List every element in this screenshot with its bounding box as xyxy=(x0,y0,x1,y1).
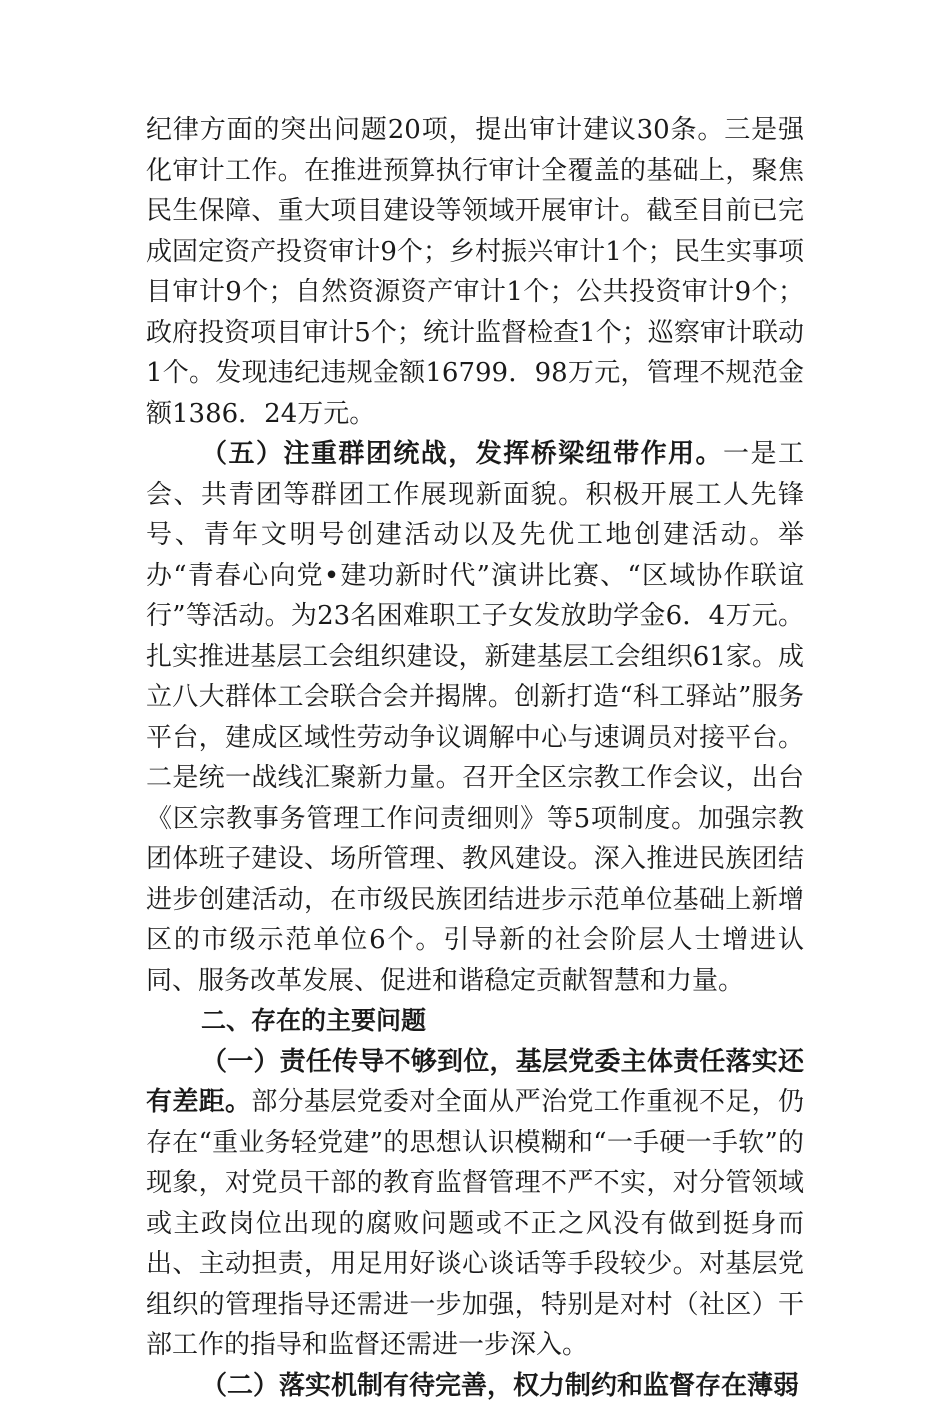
document-body xyxy=(146,110,804,1406)
paragraph-responsibility xyxy=(146,1042,804,1366)
section-five-lead: （五）注重群团统战，发挥桥梁纽带作用。 xyxy=(201,439,723,469)
paragraph-responsibility-text: 部分基层党委对全面从严治党工作重视不足，仍存在“重业务轻党建”的思想认识模糊和“一手硬一手软”的现象，对党员干部的教育监督管理不严不实，对分管领域或主政岗位出现的腐败问题或不正之风没有做到挺身而出、主动担责，用足用好谈心谈话等手段较少。对基层党组织的管理指导还需进一步加强，特别是对村（社区）干部工作的指导和监督还需进一步深入。 xyxy=(146,1087,804,1360)
paragraph-mass-organizations-text: 一是工会、共青团等群团工作展现新面貌。积极开展工人先锋号、青年文明号创建活动以及先优工地创建活动。举办“青春心向党•建功新时代”演讲比赛、“区域协作联谊行”等活动。为23名困难职工子女发放助学金6．4万元。扎实推进基层工会组织建设，新建基层工会组织61家。成立八大群体工会联合会并揭牌。创新打造“科工驿站”服务平台，建成区域性劳动争议调解中心与速调员对接平台。二是统一战线汇聚新力量。召开全区宗教工作会议，出台《区宗教事务管理工作问责细则》等5项制度。加强宗教团体班子建设、场所管理、教风建设。深入推进民族团结进步创建活动，在市级民族团结进步示范单位基础上新增区的市级示范单位6个。引导新的社会阶层人士增进认同、服务改革发展、促进和谐稳定贡献智慧和力量。 xyxy=(146,439,804,996)
paragraph-mechanism xyxy=(146,1366,804,1406)
problem-two-lead: （二）落实机制有待完善，权力制约和监督存在薄弱 xyxy=(201,1371,799,1401)
paragraph-audit-results-text: 纪律方面的突出问题20项，提出审计建议30条。三是强化审计工作。在推进预算执行审计全覆盖的基础上，聚焦民生保障、重大项目建设等领域开展审计。截至目前已完成固定资产投资审计9个；乡村振兴审计1个；民生实事项目审计9个；自然资源资产审计1个；公共投资审计9个；政府投资项目审计5个；统计监督检查1个；巡察审计联动1个。发现违纪违规金额16799．98万元，管理不规范金额1386．24万元。 xyxy=(146,115,804,429)
paragraph-mass-organizations xyxy=(146,434,804,1001)
paragraph-audit-results xyxy=(146,110,804,434)
problem-one-lead: （一）责任传导不够到位，基层党委主体责任落实还有差距。 xyxy=(146,1047,804,1118)
section-heading-main-problems: 二、存在的主要问题 xyxy=(146,1001,804,1042)
